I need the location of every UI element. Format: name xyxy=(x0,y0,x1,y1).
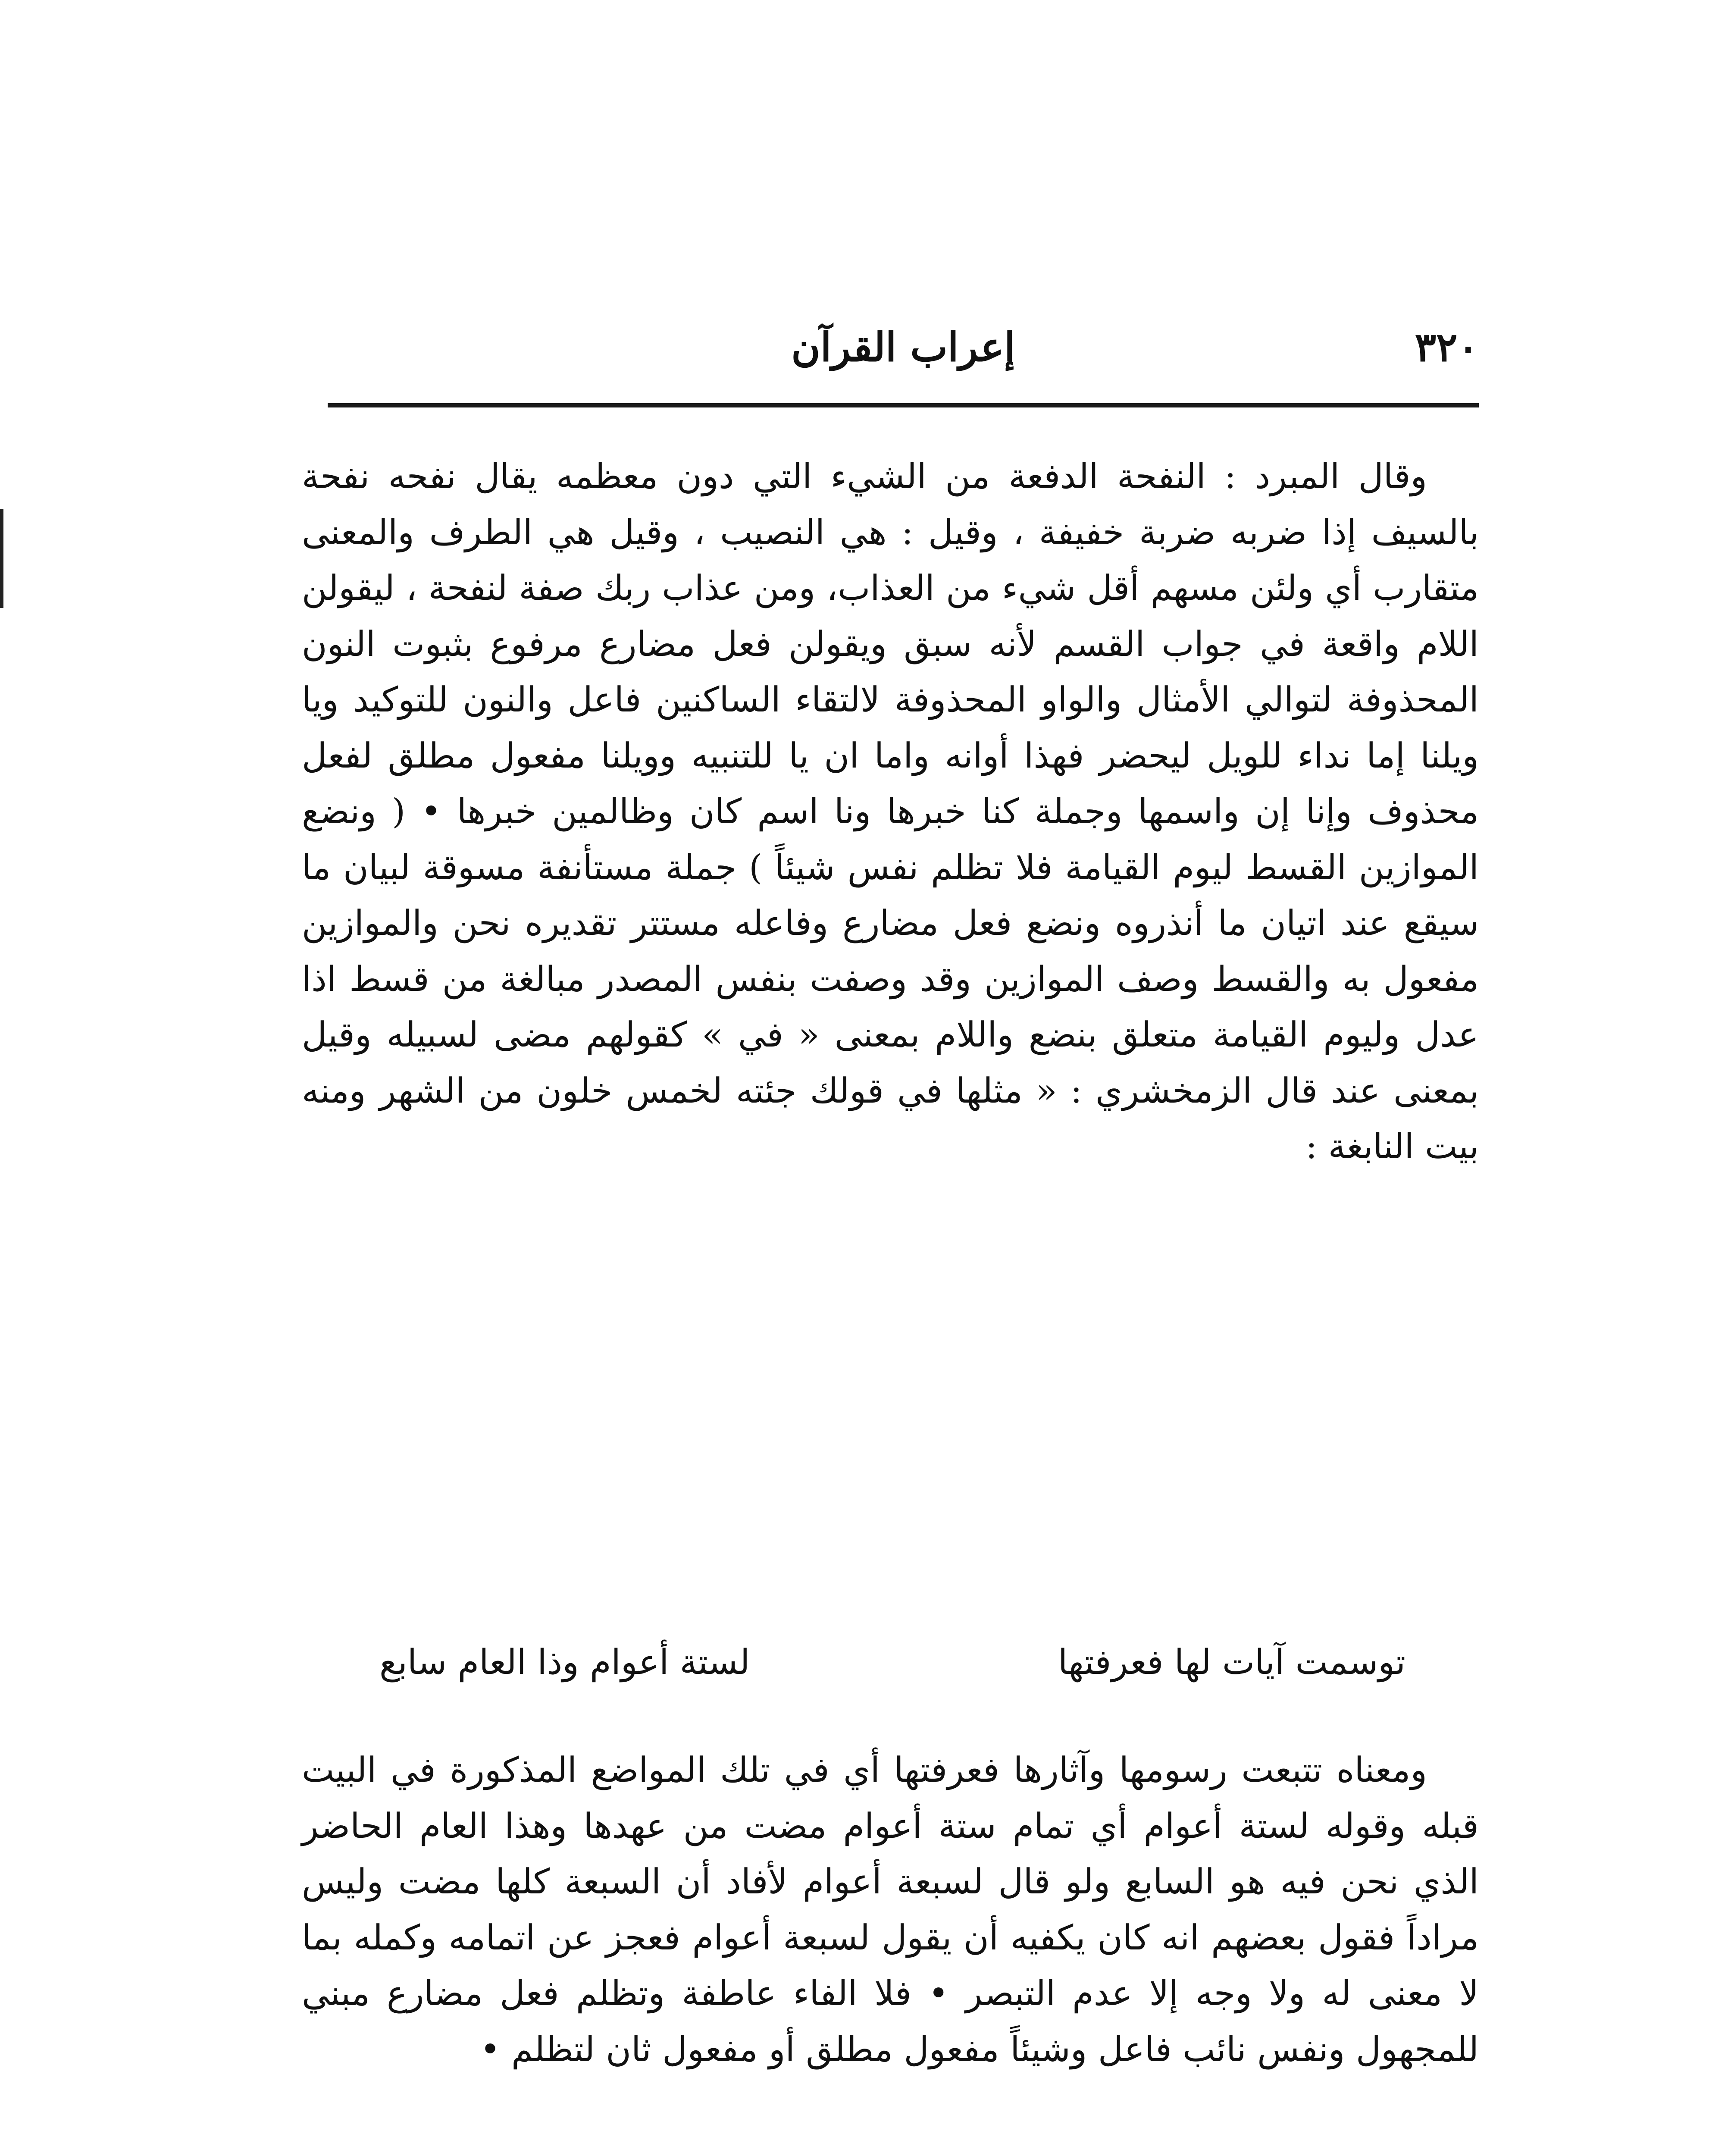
body-paragraph-1: وقال المبرد : النفحة الدفعة من الشيء التي دون معظمه يقال نفحه نفحة بالسيف إذا ضربه ضربة خفيفة ، وقيل : هي النصيب ، وقيل هي الطرف والمعنى متقارب أي ولئن مسهم أقل شيء من العذاب، ومن عذاب ربك صفة لنفحة ، ليقولن اللام واقعة في جواب القسم لأنه سبق ويقولن فعل مضارع مرفوع بثبوت النون المحذوفة لتوالي الأمثال والواو المحذوفة لالتقاء الساكنين فاعل والنون للتوكيد ويا ويلنا إما نداء للويل ليحضر فهذا أوانه واما ان يا للتنبيه وويلنا مفعول مطلق لفعل محذوف وإنا إن واسمها وجملة كنا خبرها ونا اسم كان وظالمين خبرها • ( ونضع الموازين القسط ليوم القيامة فلا تظلم نفس شيئاً ) جملة مستأنفة مسوقة لبيان ما سيقع عند اتيان ما أنذروه ونضع فعل مضارع وفاعله مستتر تقديره نحن والموازين مفعول به والقسط وصف الموازين وقد وصفت بنفس المصدر مبالغة من قسط اذا عدل وليوم القيامة متعلق بنضع واللام بمعنى « في » كقولهم مضى لسبيله وقيل بمعنى عند قال الزمخشري : « مثلها في قولك جئته لخمس خلون من الشهر ومنه بيت النابغة : xyxy=(302,456,1479,1166)
verse-second-hemistich: لستة أعوام وذا العام سابع xyxy=(379,1642,750,1682)
scan-edge-mark xyxy=(0,509,3,608)
poetry-verse xyxy=(379,1634,1405,1690)
header-rule xyxy=(328,403,1479,407)
body-paragraph-2: ومعناه تتبعت رسومها وآثارها فعرفتها أي في تلك المواضع المذكورة في البيت قبله وقوله لستة أعوام أي تمام ستة أعوام مضت من عهدها وهذا العام الحاضر الذي نحن فيه هو السابع ولو قال لسبعة أعوام لأفاد أن السبعة كلها مضت وليس مراداً فقول بعضهم انه كان يكفيه أن يقول لسبعة أعوام فعجز عن اتمامه وكمله بما لا معنى له ولا وجه إلا عدم التبصر • فلا الفاء عاطفة وتظلم فعل مضارع مبني للمجهول ونفس نائب فاعل وشيئاً مفعول مطلق أو مفعول ثان لتظلم • xyxy=(302,1750,1479,2069)
page-number: ٣٢٠ xyxy=(1415,324,1479,370)
verse-first-hemistich: توسمت آيات لها فعرفتها xyxy=(1058,1642,1405,1682)
text-block-1 xyxy=(302,448,1479,1175)
page-header xyxy=(328,310,1479,384)
text-block-2 xyxy=(302,1742,1479,2077)
running-title: إعراب القرآن xyxy=(791,324,1015,370)
